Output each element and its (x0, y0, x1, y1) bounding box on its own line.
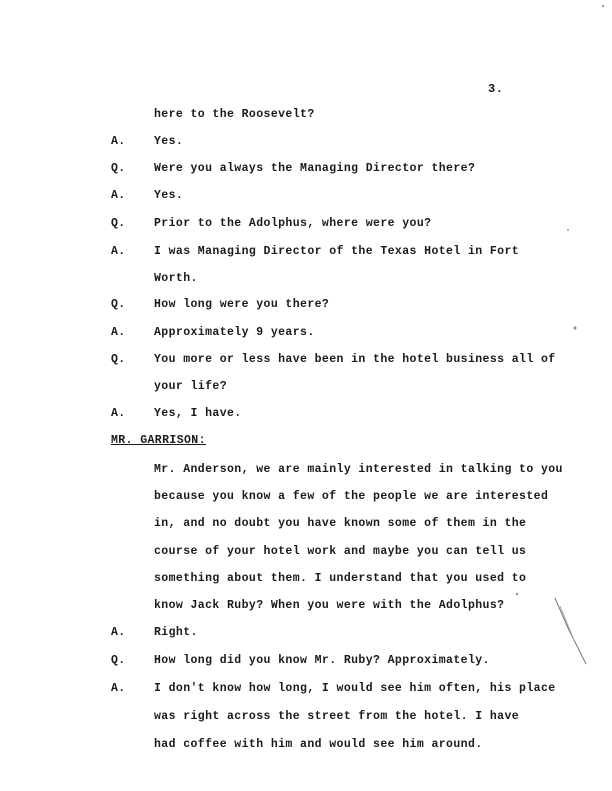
line-text: your life? (154, 380, 228, 393)
line-text: Yes, I have. (154, 407, 242, 420)
line-text: Approximately 9 years. (154, 326, 315, 339)
line-text: Yes. (154, 135, 184, 148)
line-text: Worth. (154, 272, 198, 285)
speaker-label: A. (111, 407, 126, 420)
line-text: was right across the street from the hotel. I have (154, 710, 520, 723)
line-text: Were you always the Managing Director there? (154, 162, 476, 175)
pencil-stroke (560, 606, 574, 640)
speck (574, 327, 577, 330)
speaker-label: A. (111, 189, 126, 202)
line-text: because you know a few of the people we are interested (154, 490, 549, 503)
speck (567, 229, 569, 231)
line-text: How long were you there? (154, 298, 330, 311)
speck (602, 5, 604, 7)
line-text: course of your hotel work and maybe you can tell us (154, 545, 527, 558)
speck (516, 593, 518, 595)
speaker-label: Q. (111, 298, 126, 311)
speaker-label: A. (111, 682, 126, 695)
line-text: You more or less have been in the hotel business all of (154, 353, 556, 366)
speaker-label: A. (111, 326, 126, 339)
line-text: Yes. (154, 189, 184, 202)
line-text: I was Managing Director of the Texas Hotel in Fort (154, 245, 520, 258)
speaker-label: Q. (111, 654, 126, 667)
speaker-label: Q. (111, 217, 126, 230)
line-text: I don't know how long, I would see him often, his place (154, 682, 556, 695)
line-text: had coffee with him and would see him around. (154, 738, 483, 751)
line-text: something about them. I understand that you used to (154, 572, 527, 585)
line-text: Right. (154, 626, 198, 639)
speaker-label: Q. (111, 162, 126, 175)
line-text: How long did you know Mr. Ruby? Approximately. (154, 654, 490, 667)
speaker-heading: MR. GARRISON: (111, 434, 206, 447)
line-text: Mr. Anderson, we are mainly interested in talking to you (154, 463, 563, 476)
speaker-label: A. (111, 135, 126, 148)
line-text: in, and no doubt you have known some of them in the (154, 517, 527, 530)
speaker-label: A. (111, 626, 126, 639)
line-text: know Jack Ruby? When you were with the Adolphus? (154, 599, 505, 612)
page-number: 3. (488, 82, 504, 96)
speaker-label: Q. (111, 353, 126, 366)
line-text: Prior to the Adolphus, where were you? (154, 217, 432, 230)
speaker-label: A. (111, 245, 126, 258)
line-text: here to the Roosevelt? (154, 108, 315, 121)
